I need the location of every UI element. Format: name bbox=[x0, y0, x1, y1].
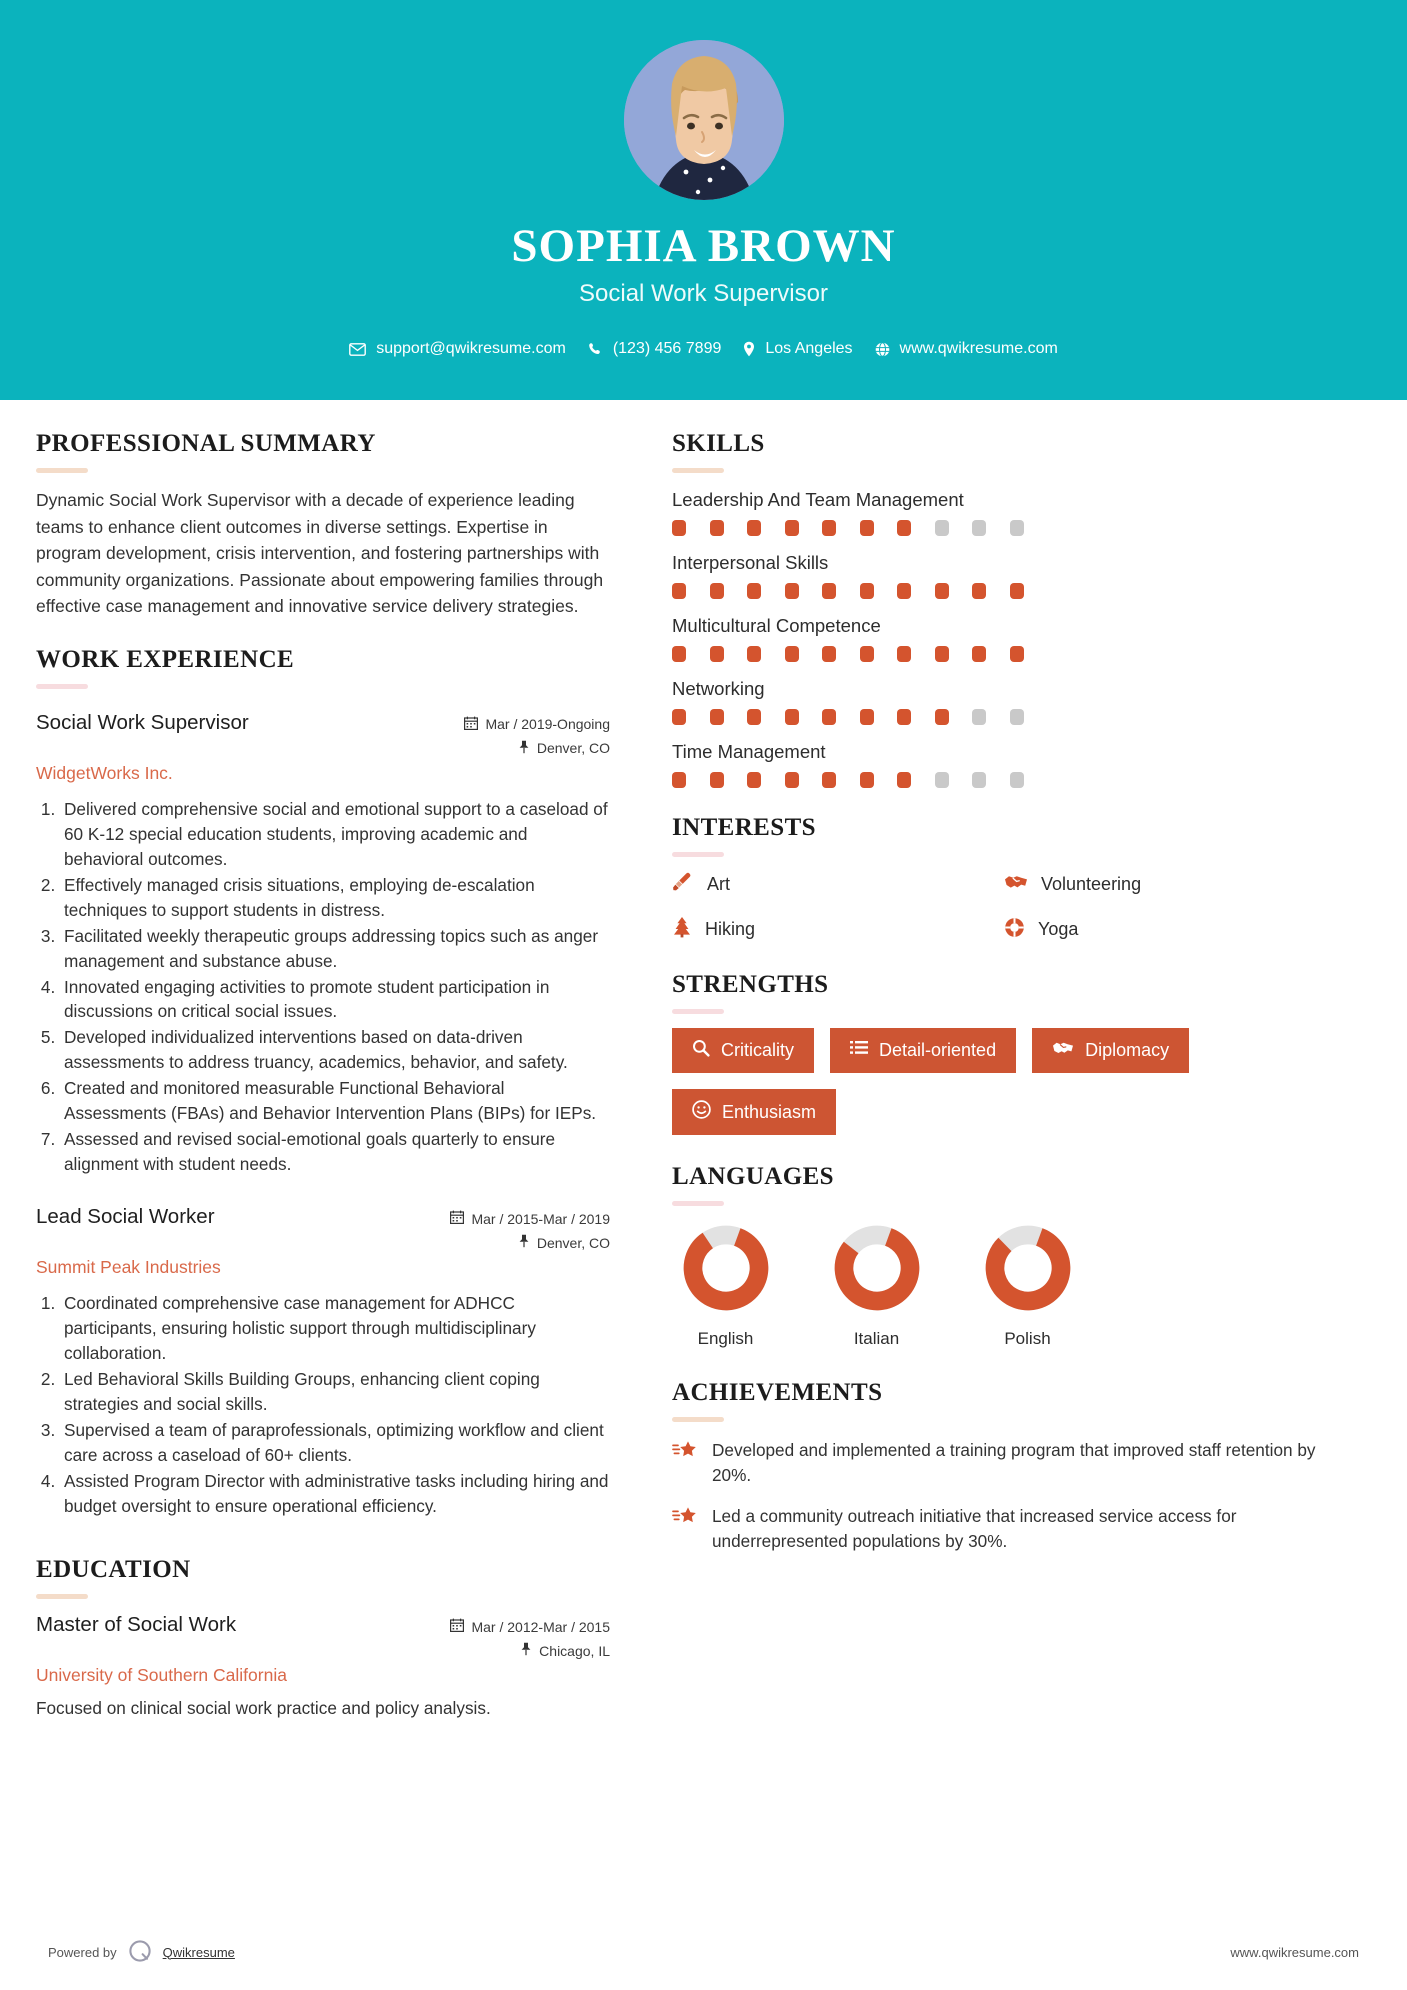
job-duties-list bbox=[60, 1291, 610, 1518]
lifebuoy-icon bbox=[1004, 917, 1025, 943]
interest-label: Hiking bbox=[705, 919, 756, 939]
job-meta bbox=[464, 711, 610, 757]
job-dates bbox=[464, 716, 610, 733]
skill-dot bbox=[972, 772, 986, 788]
skill-dot bbox=[897, 772, 911, 788]
skill-dot bbox=[1010, 646, 1024, 662]
education-location-text: Chicago, IL bbox=[539, 1642, 610, 1659]
calendar-icon bbox=[450, 1210, 464, 1227]
work-entry bbox=[36, 711, 610, 1177]
job-title: Social Work Supervisor bbox=[36, 710, 249, 734]
achievement-text: Led a community outreach initiative that increased service access for underrepresented populations by 30%. bbox=[712, 1505, 1237, 1551]
interest-item bbox=[672, 916, 1004, 943]
skill-dot bbox=[710, 646, 724, 662]
skill-dot bbox=[972, 646, 986, 662]
skill-dot bbox=[672, 772, 686, 788]
skill-dot bbox=[897, 646, 911, 662]
skill-dot bbox=[822, 520, 836, 536]
job-location bbox=[464, 740, 610, 757]
interest-item bbox=[1004, 871, 1336, 898]
section-divider bbox=[36, 1594, 88, 1599]
footer-branding bbox=[48, 1938, 235, 1967]
skill-dot bbox=[747, 520, 761, 536]
contact-phone-text: (123) 456 7899 bbox=[612, 340, 722, 358]
skill-rating bbox=[672, 709, 1336, 725]
skill-dot bbox=[822, 709, 836, 725]
strength-label: Diplomacy bbox=[1085, 1040, 1170, 1060]
contact-location-text: Los Angeles bbox=[765, 340, 853, 358]
language-label: Polish bbox=[1004, 1329, 1051, 1348]
skill-dot bbox=[747, 646, 761, 662]
contact-website-text: www.qwikresume.com bbox=[899, 340, 1058, 358]
skill-dot bbox=[710, 583, 724, 599]
envelope-icon bbox=[349, 343, 366, 356]
phone-icon bbox=[588, 342, 603, 357]
skill-dot bbox=[747, 583, 761, 599]
language-donut-chart bbox=[682, 1224, 770, 1312]
page-title: SOPHIA BROWN bbox=[511, 220, 896, 272]
skill-label: Networking bbox=[672, 678, 765, 699]
skill-dot bbox=[1010, 520, 1024, 536]
handshake-icon bbox=[1052, 1039, 1074, 1062]
list-item: 7. Assessed and revised social-emotional goals quarterly to ensure alignment with student needs. bbox=[60, 1127, 610, 1177]
list-item: 2. Effectively managed crisis situations, employing de-escalation techniques to support students in distress. bbox=[60, 873, 610, 923]
section-divider bbox=[672, 1009, 724, 1014]
skill-dot bbox=[897, 520, 911, 536]
strength-label: Criticality bbox=[721, 1040, 795, 1060]
contact-email[interactable] bbox=[349, 340, 566, 358]
strength-chip-detail-oriented[interactable] bbox=[830, 1028, 1016, 1073]
skill-dot bbox=[1010, 583, 1024, 599]
skill-dot bbox=[785, 646, 799, 662]
contact-location[interactable] bbox=[743, 340, 852, 358]
skills-list bbox=[672, 489, 1336, 788]
skill-dot bbox=[972, 583, 986, 599]
skill-dot bbox=[935, 646, 949, 662]
job-organization: Summit Peak Industries bbox=[36, 1257, 221, 1278]
interest-item bbox=[672, 871, 1004, 898]
left-column bbox=[36, 400, 636, 1721]
list-item: 6. Created and monitored measurable Functional Behavioral Assessments (FBAs) and Behavior Intervention Plans (BIPs) for IEPs. bbox=[60, 1076, 610, 1126]
skill-dot bbox=[935, 520, 949, 536]
skill-dot bbox=[747, 709, 761, 725]
job-dates bbox=[450, 1210, 610, 1227]
skill-dot bbox=[785, 709, 799, 725]
avatar-photo bbox=[624, 40, 784, 200]
achievement-item bbox=[672, 1438, 1336, 1488]
languages-list bbox=[672, 1224, 1336, 1349]
skill-dot bbox=[972, 709, 986, 725]
calendar-icon bbox=[450, 1618, 464, 1635]
skill-rating bbox=[672, 520, 1336, 536]
strength-label: Enthusiasm bbox=[722, 1101, 817, 1122]
skill-dot bbox=[860, 583, 874, 599]
skill-dot bbox=[785, 772, 799, 788]
calendar-icon bbox=[464, 716, 478, 733]
section-heading-achievements: ACHIEVEMENTS bbox=[672, 1379, 883, 1406]
strength-label: Detail-oriented bbox=[879, 1040, 997, 1060]
globe-icon bbox=[875, 342, 890, 357]
skill-label: Multicultural Competence bbox=[672, 615, 881, 636]
section-divider bbox=[36, 684, 88, 689]
skill-dot bbox=[860, 520, 874, 536]
skill-dot bbox=[822, 646, 836, 662]
skill-dot bbox=[860, 772, 874, 788]
skill-dot bbox=[935, 583, 949, 599]
section-heading-strengths: STRENGTHS bbox=[672, 971, 829, 998]
skill-label: Time Management bbox=[672, 741, 826, 762]
achievement-text: Developed and implemented a training program that improved staff retention by 20%. bbox=[712, 1440, 1316, 1485]
language-item bbox=[980, 1224, 1075, 1349]
resume-header bbox=[0, 0, 1407, 400]
section-heading-work: WORK EXPERIENCE bbox=[36, 645, 295, 673]
degree-title: Master of Social Work bbox=[36, 1613, 237, 1637]
strengths-list bbox=[672, 1028, 1336, 1135]
skill-dot bbox=[785, 583, 799, 599]
job-location bbox=[450, 1234, 610, 1251]
pushpin-icon bbox=[518, 1234, 530, 1251]
skill-item bbox=[672, 552, 1336, 599]
section-heading-education: EDUCATION bbox=[36, 1556, 191, 1584]
skill-dot bbox=[897, 583, 911, 599]
list-item: 5. Developed individualized interventions based on data-driven assessments to address truancy, academics, behavior, and safety. bbox=[60, 1025, 610, 1075]
job-dates-text: Mar / 2015-Mar / 2019 bbox=[471, 1210, 610, 1227]
language-item bbox=[829, 1224, 924, 1349]
skill-dot bbox=[935, 709, 949, 725]
right-column bbox=[636, 400, 1336, 1721]
education-entry bbox=[36, 1613, 610, 1721]
section-heading-interests: INTERESTS bbox=[672, 814, 816, 841]
shooting-star-icon bbox=[672, 1438, 698, 1488]
skill-dot bbox=[860, 709, 874, 725]
contact-website[interactable] bbox=[875, 340, 1058, 358]
strength-chip-criticality[interactable] bbox=[672, 1028, 814, 1073]
skill-dot bbox=[822, 772, 836, 788]
skill-dot bbox=[747, 772, 761, 788]
skill-label: Interpersonal Skills bbox=[672, 552, 829, 573]
skill-rating bbox=[672, 583, 1336, 599]
skill-dot bbox=[972, 520, 986, 536]
pushpin-icon bbox=[518, 740, 530, 757]
qwikresume-logo-icon bbox=[127, 1938, 153, 1967]
skill-item bbox=[672, 741, 1336, 788]
list-item: 1. Coordinated comprehensive case management for ADHCC participants, ensuring holistic support through multidisciplinary collaboration. bbox=[60, 1291, 610, 1366]
job-organization: WidgetWorks Inc. bbox=[36, 762, 173, 783]
section-divider bbox=[672, 468, 724, 473]
tree-icon bbox=[672, 916, 692, 943]
list-item: 3. Facilitated weekly therapeutic groups addressing topics such as anger management and substance abuse. bbox=[60, 924, 610, 974]
section-divider bbox=[672, 1201, 724, 1206]
avatar bbox=[624, 40, 784, 200]
contact-bar bbox=[349, 340, 1058, 358]
strength-chip-enthusiasm[interactable] bbox=[672, 1089, 836, 1135]
job-role-subtitle: Social Work Supervisor bbox=[579, 280, 828, 308]
paintbrush-icon bbox=[672, 871, 694, 898]
smiley-icon bbox=[692, 1100, 711, 1124]
job-dates-text: Mar / 2019-Ongoing bbox=[485, 716, 610, 733]
education-description: Focused on clinical social work practice and policy analysis. bbox=[36, 1698, 491, 1719]
section-heading-summary: PROFESSIONAL SUMMARY bbox=[36, 430, 376, 457]
interest-label: Volunteering bbox=[1041, 874, 1142, 894]
section-divider bbox=[672, 852, 724, 857]
search-icon bbox=[692, 1039, 710, 1062]
achievement-item bbox=[672, 1504, 1336, 1554]
skill-dot bbox=[935, 772, 949, 788]
list-item: 4. Assisted Program Director with administrative tasks including hiring and budget oversight to ensure operational efficiency. bbox=[60, 1469, 610, 1519]
skill-dot bbox=[1010, 772, 1024, 788]
skill-dot bbox=[822, 583, 836, 599]
list-item: 1. Delivered comprehensive social and emotional support to a caseload of 60 K-12 special education students, improving academic and behavioral outcomes. bbox=[60, 797, 610, 872]
job-location-text: Denver, CO bbox=[536, 1234, 610, 1251]
language-item bbox=[678, 1224, 773, 1349]
language-donut-chart bbox=[984, 1224, 1072, 1312]
job-meta bbox=[450, 1205, 610, 1251]
skill-dot bbox=[672, 520, 686, 536]
education-location bbox=[450, 1642, 610, 1659]
strength-chip-diplomacy[interactable] bbox=[1032, 1028, 1189, 1073]
job-location-text: Denver, CO bbox=[536, 740, 610, 757]
job-title: Lead Social Worker bbox=[36, 1205, 215, 1229]
interest-item bbox=[1004, 916, 1336, 943]
resume-body bbox=[0, 400, 1407, 1721]
skill-rating bbox=[672, 646, 1336, 662]
skill-dot bbox=[672, 646, 686, 662]
skill-dot bbox=[785, 520, 799, 536]
section-divider bbox=[672, 1417, 724, 1422]
contact-email-text: support@qwikresume.com bbox=[376, 340, 566, 358]
work-entry bbox=[36, 1205, 610, 1518]
job-duties-list bbox=[60, 797, 610, 1177]
skill-dot bbox=[710, 520, 724, 536]
interest-label: Art bbox=[707, 874, 731, 894]
skill-dot bbox=[672, 709, 686, 725]
language-label: Italian bbox=[853, 1329, 900, 1348]
skill-item bbox=[672, 678, 1336, 725]
list-item: 3. Supervised a team of paraprofessionals, optimizing workflow and client care across a caseload of 60+ clients. bbox=[60, 1418, 610, 1468]
school-name: University of Southern California bbox=[36, 1665, 287, 1686]
education-dates-text: Mar / 2012-Mar / 2015 bbox=[471, 1618, 610, 1635]
language-donut-chart bbox=[833, 1224, 921, 1312]
skill-dot bbox=[860, 646, 874, 662]
section-divider bbox=[36, 468, 88, 473]
list-item: 2. Led Behavioral Skills Building Groups, enhancing client coping strategies and social skills. bbox=[60, 1367, 610, 1417]
handshake-icon bbox=[1004, 872, 1028, 897]
list-item: 4. Innovated engaging activities to promote student participation in discussions on critical social issues. bbox=[60, 975, 610, 1025]
interests-list bbox=[672, 871, 1336, 943]
page-footer bbox=[0, 1914, 1407, 1990]
skill-label: Leadership And Team Management bbox=[672, 489, 964, 510]
education-dates bbox=[450, 1618, 610, 1635]
list-icon bbox=[850, 1040, 868, 1061]
powered-by-label: Powered by bbox=[48, 1944, 117, 1960]
summary-text: Dynamic Social Work Supervisor with a decade of experience leading teams to enhance client outcomes in diverse settings. Expertise in program development, crisis intervention, and fostering partnerships with community organizations. Passionate about empowering families through effective case management and innovative service delivery strategies. bbox=[36, 490, 604, 617]
brand-link[interactable]: Qwikresume bbox=[162, 1944, 235, 1960]
skill-dot bbox=[1010, 709, 1024, 725]
skill-item bbox=[672, 615, 1336, 662]
section-heading-skills: SKILLS bbox=[672, 430, 765, 457]
skill-item bbox=[672, 489, 1336, 536]
shooting-star-icon bbox=[672, 1504, 698, 1554]
interest-label: Yoga bbox=[1038, 919, 1079, 939]
contact-phone[interactable] bbox=[588, 340, 722, 358]
skill-dot bbox=[710, 709, 724, 725]
language-label: English bbox=[697, 1329, 754, 1348]
skill-dot bbox=[710, 772, 724, 788]
location-pin-icon bbox=[743, 341, 755, 357]
pushpin-icon bbox=[520, 1642, 532, 1659]
footer-website[interactable]: www.qwikresume.com bbox=[1230, 1944, 1359, 1960]
skill-rating bbox=[672, 772, 1336, 788]
section-heading-languages: LANGUAGES bbox=[672, 1163, 834, 1190]
skill-dot bbox=[672, 583, 686, 599]
skill-dot bbox=[897, 709, 911, 725]
education-meta bbox=[450, 1613, 610, 1659]
